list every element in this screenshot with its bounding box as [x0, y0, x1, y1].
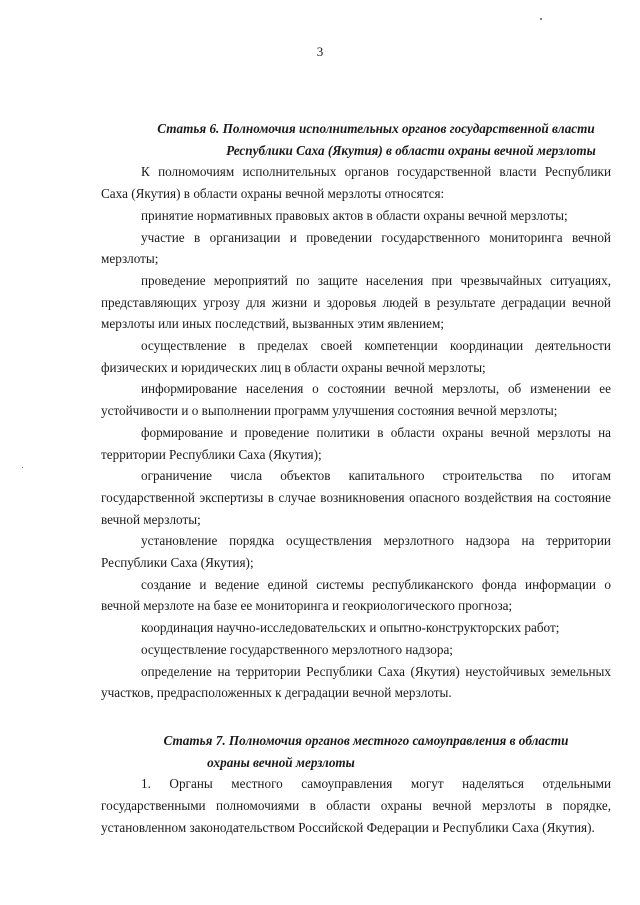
- article-7-heading: [101, 730, 611, 773]
- scan-speck: [540, 18, 542, 20]
- article-6-paragraph: определение на территории Республики Саха (Якутия) неустойчивых земельных участков, предрасположенных к деградации вечной мерзлоты.: [101, 663, 611, 701]
- scan-speck: [22, 467, 23, 468]
- article-6-title-line-1: Статья 6. Полномочия исполнительных органов государственной власти: [157, 121, 595, 136]
- article-7-paragraph: 1. Органы местного самоуправления могут наделяться отдельными государственными полномочиями в области охраны вечной мерзлоты в порядке, установленном законодательством Российской Федерации и Республики Саха (Якутия).: [101, 776, 611, 835]
- document-body: [101, 118, 611, 839]
- article-6-heading: [101, 118, 611, 161]
- article-6-paragraph: проведение мероприятий по защите населения при чрезвычайных ситуациях, представляющих угрозу для жизни и здоровья людей в результате деградации вечной мерзлоты или иных последствий, вызванных этим явлением;: [101, 272, 611, 332]
- article-6-paragraph: осуществление в пределах своей компетенции координации деятельности физических и юридических лиц в области охраны вечной мерзлоты;: [101, 338, 611, 375]
- article-6-paragraph: ограничение числа объектов капитального строительства по итогам государственной экспертизы в случае возникновения опасного воздействия на состояние вечной мерзлоты;: [101, 468, 611, 527]
- article-6-paragraph: установление порядка осуществления мерзлотного надзора на территории Республики Саха (Якутия);: [101, 533, 611, 571]
- article-6-paragraph: формирование и проведение политики в области охраны вечной мерзлоты на территории Республики Саха (Якутия);: [101, 424, 611, 462]
- article-6-paragraph: информирование населения о состоянии вечной мерзлоты, об изменении ее устойчивости и о выполнении программ улучшения состояния вечной мерзлоты;: [101, 381, 611, 419]
- page-number: 3: [316, 44, 324, 59]
- article-6-paragraph: принятие нормативных правовых актов в области охраны вечной мерзлоты;: [141, 207, 568, 223]
- article-6-paragraph: К полномочиям исполнительных органов государственной власти Республики Саха (Якутия) в области охраны вечной мерзлоты относятся:: [101, 164, 611, 202]
- article-6-paragraph: координация научно-исследовательских и опытно-конструкторских работ;: [141, 620, 560, 636]
- article-6-title-line-2: Республики Саха (Якутия) в области охраны вечной мерзлоты: [226, 142, 596, 158]
- article-7-title-line-1: Статья 7. Полномочия органов местного самоуправления в области: [163, 732, 569, 748]
- article-6-paragraph: участие в организации и проведении государственного мониторинга вечной мерзлоты;: [101, 229, 611, 267]
- article-6-paragraph: осуществление государственного мерзлотного надзора;: [141, 641, 453, 657]
- article-6-paragraph: создание и ведение единой системы республиканского фонда информации о вечной мерзлоте на базе ее мониторинга и геокриологического прогноза;: [101, 576, 611, 614]
- article-7-title-line-2: охраны вечной мерзлоты: [207, 754, 355, 770]
